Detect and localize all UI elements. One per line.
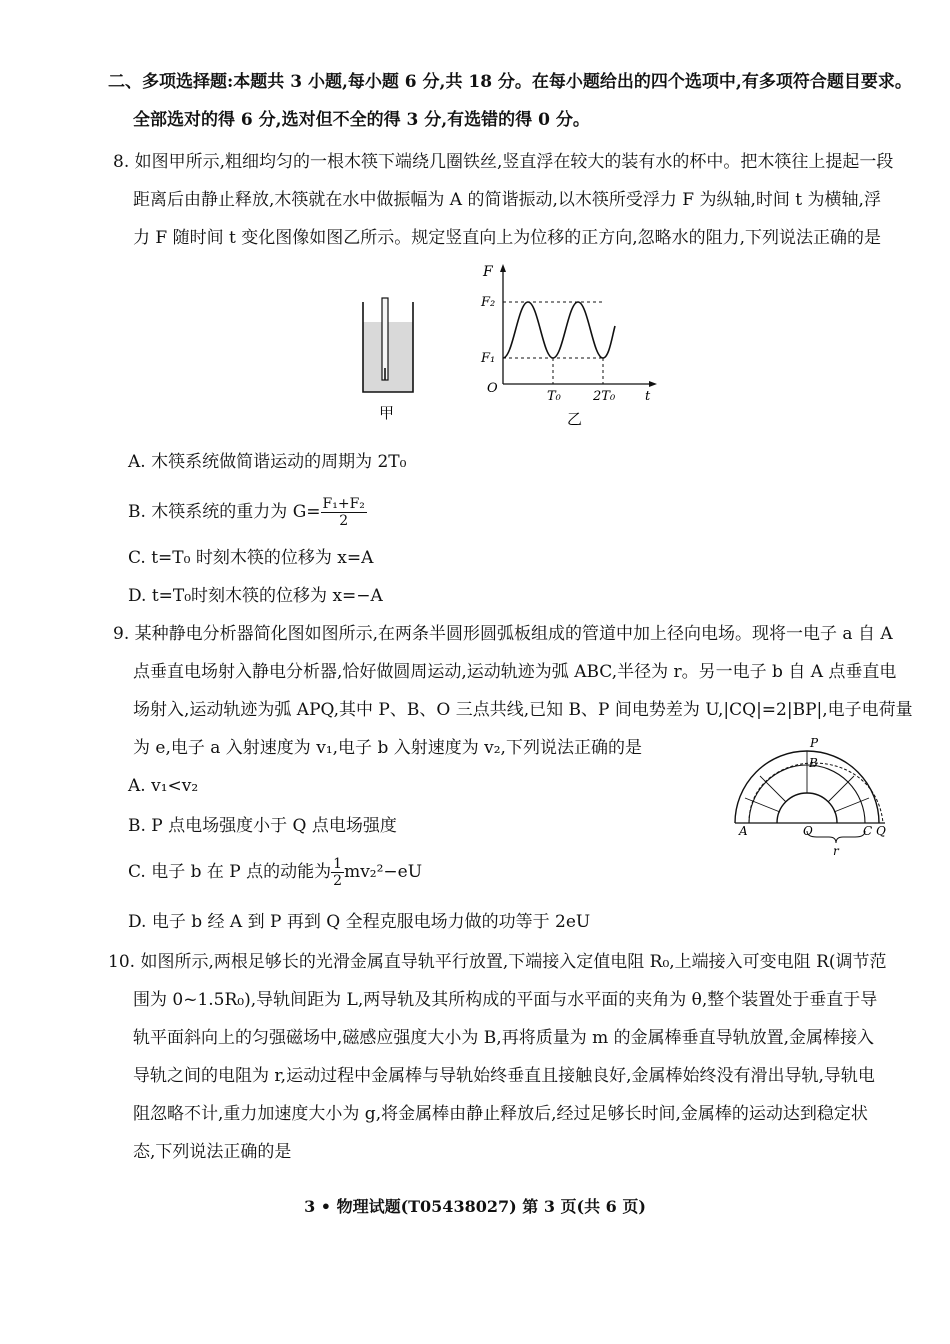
- q8-option-b-fraction: [321, 496, 367, 529]
- q9-option-c-den: 2: [333, 873, 343, 889]
- q9-option-c: [128, 856, 422, 889]
- label-c: C: [863, 824, 873, 838]
- label-q: Q: [876, 824, 886, 838]
- q8-option-c: C. t=T₀ 时刻木筷的位移为 x=A: [128, 548, 374, 568]
- f2-label: F₂: [481, 295, 496, 310]
- q8-option-b-num: F₁+F₂: [322, 496, 365, 512]
- q8-line3: 力 F 随时间 t 变化图像如图乙所示。规定竖直向上为位移的正方向,忽略水的阻力,下列说法正确的是: [133, 228, 882, 248]
- q9-figure-analyzer: [725, 735, 900, 860]
- q8-option-b: [128, 496, 367, 529]
- x-axis-label: t: [645, 389, 651, 404]
- t0-label: T₀: [547, 389, 561, 404]
- q8-option-a: A. 木筷系统做简谐运动的周期为 2T₀: [128, 452, 407, 472]
- q8-option-b-prefix: B. 木筷系统的重力为 G=: [128, 502, 321, 522]
- field-line-3: [828, 776, 854, 802]
- label-p: P: [810, 736, 819, 750]
- field-line-2: [760, 776, 786, 802]
- q9-option-c-fraction: [331, 856, 344, 889]
- x-axis-arrow: [649, 381, 657, 387]
- q10-line4: 导轨之间的电阻为 r,运动过程中金属棒与导轨始终垂直且接触良好,金属棒始终没有滑出导轨,导轨电: [133, 1066, 875, 1086]
- origin-label: O: [487, 381, 498, 396]
- page-footer: 3 • 物理试题(T05438027) 第 3 页(共 6 页): [304, 1197, 646, 1216]
- q10-line1: 10. 如图所示,两根足够长的光滑金属直导轨平行放置,下端接入定值电阻 R₀,上端接入可变电阻 R(调节范: [108, 952, 887, 972]
- q9-option-c-num: 1: [333, 856, 343, 872]
- force-curve: [503, 302, 615, 358]
- chopstick: [382, 298, 388, 380]
- f1-label: F₁: [481, 351, 496, 366]
- section-title-line2: 全部选对的得 6 分,选对但不全的得 3 分,有选错的得 0 分。: [133, 110, 590, 130]
- q8-line1: 8. 如图甲所示,粗细均匀的一根木筷下端绕几圈铁丝,竖直浮在较大的装有水的杯中。把木筷往上提起一段: [113, 152, 894, 172]
- q10-line3: 轨平面斜向上的匀强磁场中,磁感应强度大小为 B,再将质量为 m 的金属棒垂直导轨放置,金属棒接入: [133, 1028, 875, 1048]
- q9-option-b: B. P 点电场强度小于 Q 点电场强度: [128, 816, 397, 836]
- q10-line5: 阻忽略不计,重力加速度大小为 g,将金属棒由静止释放后,经过足够长时间,金属棒的运动达到稳定状: [133, 1104, 868, 1124]
- q9-line4: 为 e,电子 a 入射速度为 v₁,电子 b 入射速度为 v₂,下列说法正确的是: [133, 738, 642, 758]
- label-r: r: [833, 844, 839, 858]
- label-a: A: [739, 824, 748, 838]
- q8-option-d: D. t=T₀时刻木筷的位移为 x=−A: [128, 586, 383, 606]
- q9-option-d: D. 电子 b 经 A 到 P 再到 Q 全程克服电场力做的功等于 2eU: [128, 912, 591, 932]
- q9-option-c-suffix: mv₂²−eU: [344, 862, 423, 882]
- section-title-line1: 二、多项选择题:本题共 3 小题,每小题 6 分,共 18 分。在每小题给出的四个选项中,有多项符合题目要求。: [108, 72, 912, 92]
- q9-line1: 9. 某种静电分析器简化图如图所示,在两条半圆形圆弧板组成的管道中加上径向电场。现将一电子 a 自 A: [113, 624, 893, 644]
- q9-option-c-prefix: C. 电子 b 在 P 点的动能为: [128, 862, 332, 882]
- fig-jia-label: 甲: [379, 404, 395, 422]
- q10-line6: 态,下列说法正确的是: [133, 1142, 292, 1162]
- trajectory-apq: [749, 763, 883, 823]
- q8-option-b-den: 2: [339, 513, 349, 529]
- y-axis-label: F: [483, 264, 493, 280]
- q8-figure-yi: [475, 262, 665, 432]
- radius-brace: [807, 831, 865, 843]
- q9-option-a: A. v₁<v₂: [128, 776, 199, 796]
- inner-plate: [777, 793, 837, 823]
- q9-line2: 点垂直电场射入静电分析器,恰好做圆周运动,运动轨迹为弧 ABC,半径为 r。另一电子 b 自 A 点垂直电: [133, 662, 897, 682]
- y-axis-arrow: [500, 264, 506, 272]
- label-o: O: [803, 824, 813, 838]
- q8-figure-jia: [355, 290, 425, 425]
- 2t0-label: 2T₀: [593, 389, 616, 404]
- q8-line2: 距离后由静止释放,木筷就在水中做振幅为 A 的简谐振动,以木筷所受浮力 F 为纵轴,时间 t 为横轴,浮: [133, 190, 881, 210]
- fig-yi-label: 乙: [567, 410, 583, 428]
- label-b: B: [809, 756, 818, 770]
- q9-line3: 场射入,运动轨迹为弧 APQ,其中 P、B、O 三点共线,已知 B、P 间电势差为 U,|CQ|=2|BP|,电子电荷量: [133, 700, 913, 720]
- q10-line2: 围为 0~1.5R₀),导轨间距为 L,两导轨及其所构成的平面与水平面的夹角为 θ,整个装置处于垂直于导: [133, 990, 878, 1010]
